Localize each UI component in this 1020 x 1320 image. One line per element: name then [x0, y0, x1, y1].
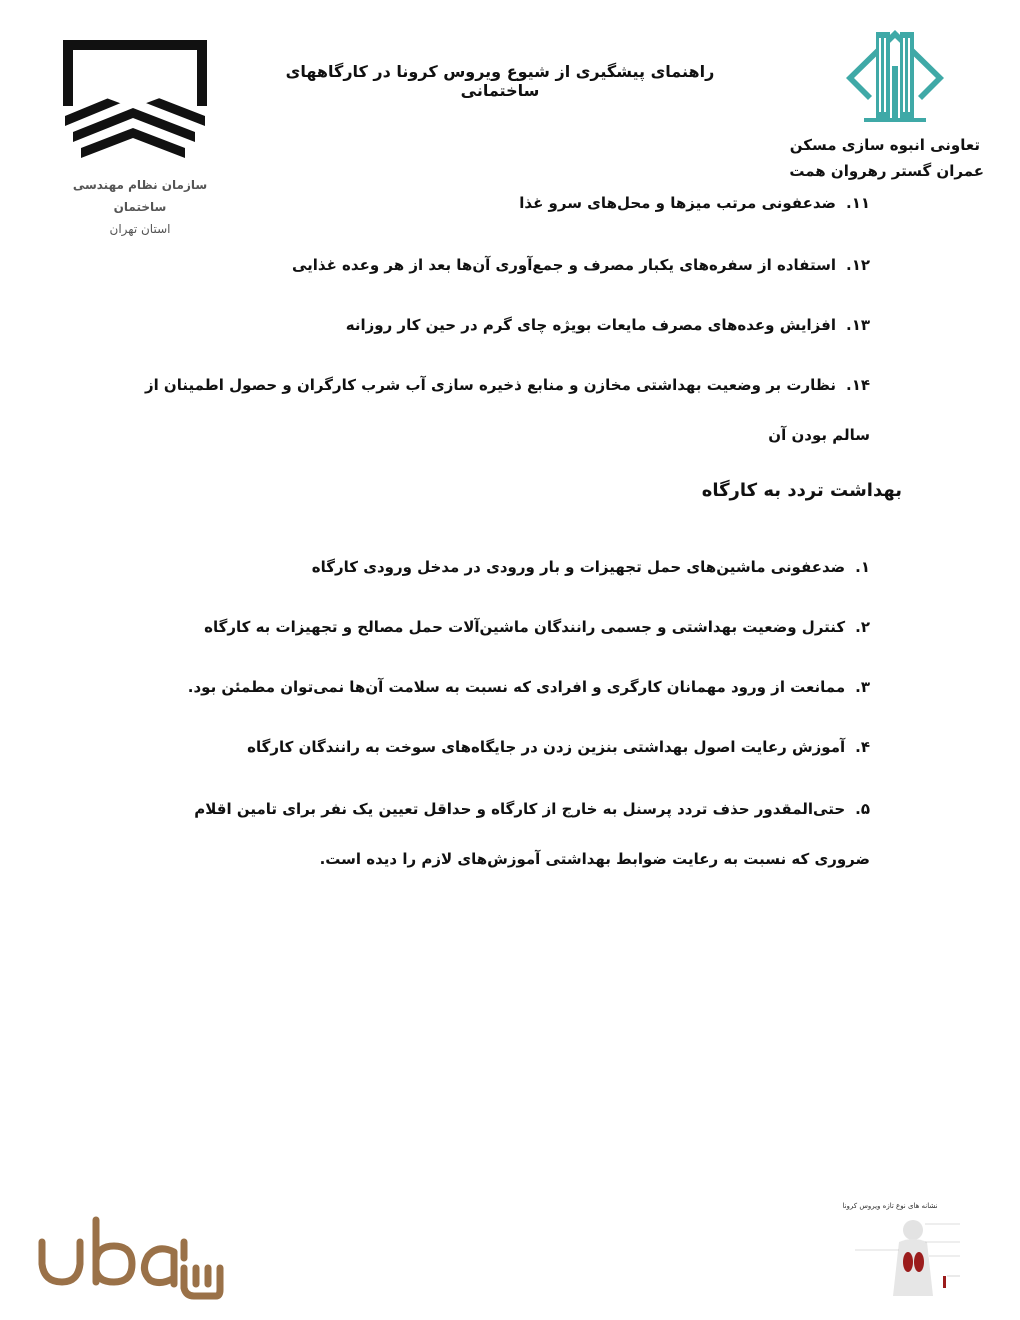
item-number: ۱۲.	[845, 256, 870, 274]
list-item	[140, 240, 870, 290]
item-text: افزایش وعده‌های مصرف مایعات بویژه چای گرم در حین کار روزانه	[345, 316, 836, 334]
item-text: نظارت بر وضعیت بهداشتی مخازن و منابع ذخیره سازی آب شرب کارگران و حصول اطمینان از سالم بودن آن	[144, 376, 870, 444]
item-text: آموزش رعایت اصول بهداشتی بنزین زدن در جایگاه‌های سوخت به رانندگان کارگاه	[247, 738, 846, 756]
nezam-province: استان تهران	[109, 222, 171, 236]
section-heading: بهداشت تردد به کارگاه	[701, 480, 902, 501]
item-number: ۵.	[855, 800, 870, 818]
item-number: ۲.	[855, 618, 870, 636]
item-text: ضدعفونی ماشین‌های حمل تجهیزات و بار ورودی در مدخل ورودی کارگاه	[311, 558, 846, 576]
symptom-title: نشانه های نوع تازه ویروس کرونا	[842, 1202, 938, 1210]
item-text: استفاده از سفره‌های یکبار مصرف و جمع‌آوری آن‌ها بعد از هر وعده غذایی	[291, 256, 836, 274]
list-item	[140, 722, 870, 772]
list-item	[140, 300, 870, 350]
item-text: ممانعت از ورود مهمانان کارگری و افرادی که نسبت به سلامت آن‌ها نمی‌توان مطمئن بود.	[187, 678, 846, 696]
nezam-name: سازمان نظام مهندسی ساختمان	[72, 178, 208, 214]
item-number: ۱۳.	[845, 316, 870, 334]
item-text: کنترل وضعیت بهداشتی و جسمی رانندگان ماشین‌آلات حمل مصالح و تجهیزات به کارگاه	[204, 618, 846, 636]
document-title: راهنمای پیشگیری از شیوع ویروس کرونا در کارگاههای ساختمانی	[285, 62, 715, 100]
list-item	[140, 662, 870, 712]
list-item	[140, 360, 870, 460]
coop-logo	[842, 26, 948, 126]
uba-logo	[34, 1212, 224, 1304]
coop-name-line2: عمران گستر رهروان همت	[789, 162, 984, 180]
item-text: حتی‌المقدور حذف تردد پرسنل به خارج از کارگاه و حداقل تعیین یک نفر برای تامین اقلام ضروری که نسبت به رعایت ضوابط بهداشتی آموزش‌های لازم را دیده است.	[194, 800, 870, 868]
coop-name	[789, 132, 984, 184]
list-item	[140, 602, 870, 652]
nezam-logo	[55, 36, 215, 171]
item-text: ضدعفونی مرتب میزها و محل‌های سرو غذا	[519, 194, 836, 212]
item-number: ۱.	[855, 558, 870, 576]
item-number: ۱۱.	[845, 194, 870, 212]
list-item	[140, 542, 870, 592]
item-number: ۳.	[855, 678, 870, 696]
coop-name-line1: تعاونی انبوه سازی مسکن	[789, 136, 980, 154]
list-item	[140, 178, 870, 228]
item-number: ۱۴.	[845, 376, 870, 394]
covid-symptoms-figure	[795, 1200, 985, 1300]
list-item	[140, 784, 870, 884]
item-number: ۴.	[855, 738, 870, 756]
